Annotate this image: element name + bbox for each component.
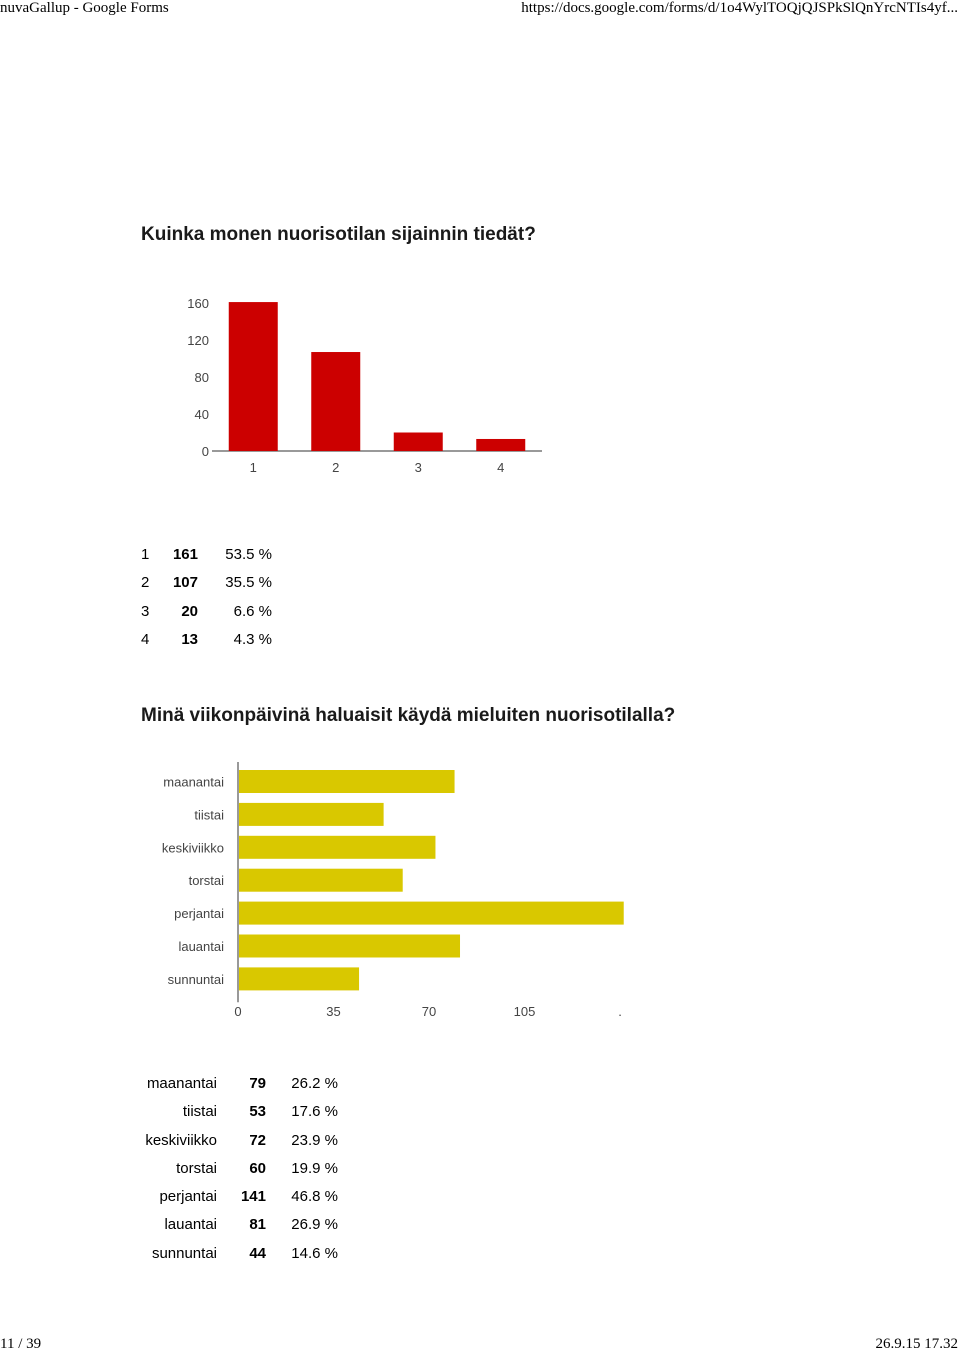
table-row (141, 626, 272, 654)
cell-percent: 17.6 % (291, 1103, 338, 1121)
y-category-label: maanantai (163, 774, 224, 790)
y-category-label: keskiviikko (161, 840, 224, 856)
x-tick-label: 1 (249, 460, 257, 475)
cell-percent: 26.9 % (291, 1216, 338, 1234)
cell-count: 13 (181, 630, 198, 648)
cell-label: tiistai (182, 1103, 217, 1121)
bar-1 (229, 302, 278, 451)
y-tick-label: 120 (187, 333, 209, 348)
cell-label: 3 (141, 602, 150, 620)
cell-count: 79 (249, 1075, 266, 1092)
cell-label: lauantai (164, 1216, 217, 1234)
question-1-title: Kuinka monen nuorisotilan sijainnin tiedät? (141, 224, 536, 245)
cell-percent: 26.2 % (291, 1075, 338, 1092)
cell-percent: 4.3 % (233, 630, 272, 648)
cell-count: 81 (249, 1216, 266, 1234)
cell-label: perjantai (159, 1188, 217, 1206)
bar-3 (394, 433, 443, 452)
cell-percent: 23.9 % (291, 1131, 338, 1149)
x-tick-label: 0 (234, 1004, 242, 1019)
cell-count: 53 (249, 1103, 266, 1121)
print-datetime: 26.9.15 17.32 (875, 1336, 958, 1352)
y-tick-label: 0 (201, 444, 209, 459)
table-row (141, 1070, 338, 1098)
page-header-url: https://docs.google.com/forms/d/1o4WylTOQjQJSPkSlQnYrcNTIs4yf... (521, 0, 958, 16)
x-tick-label: 3 (414, 460, 422, 475)
table-row (141, 1155, 338, 1183)
cell-percent: 6.6 % (233, 602, 272, 620)
question-1-summary-table (141, 541, 272, 654)
table-row (141, 1211, 338, 1239)
cell-percent: 35.5 % (225, 574, 272, 592)
table-row (141, 1098, 338, 1126)
question-2-summary-table (141, 1070, 338, 1268)
bar-2 (311, 352, 360, 451)
x-tick-label: . (618, 1004, 622, 1019)
bar-keskiviikko (239, 836, 435, 859)
table-row (141, 598, 272, 626)
bar-sunnuntai (239, 967, 359, 990)
cell-percent: 53.5 % (225, 546, 272, 563)
x-tick-label: 35 (326, 1004, 341, 1019)
x-tick-label: 70 (421, 1004, 437, 1019)
bar-lauantai (239, 935, 460, 958)
table-row (141, 1127, 338, 1155)
cell-label: sunnuntai (151, 1244, 217, 1262)
question-2-bar-chart (0, 762, 960, 1022)
page-number: 11 / 39 (0, 1336, 42, 1352)
cell-count: 44 (249, 1244, 266, 1262)
y-category-label: sunnuntai (167, 971, 224, 987)
cell-label: 1 (141, 546, 150, 563)
cell-count: 141 (240, 1188, 266, 1206)
cell-percent: 19.9 % (291, 1159, 338, 1177)
table-row (141, 541, 272, 569)
cell-percent: 46.8 % (291, 1188, 338, 1206)
cell-count: 161 (172, 546, 198, 563)
table-row (141, 1183, 338, 1211)
y-category-label: torstai (188, 873, 224, 889)
bar-maanantai (239, 770, 455, 793)
table-row (141, 1240, 338, 1268)
x-tick-label: 105 (513, 1004, 536, 1019)
cell-count: 72 (249, 1131, 266, 1149)
bar-torstai (239, 869, 403, 892)
y-tick-label: 40 (194, 407, 209, 422)
cell-count: 107 (172, 574, 198, 592)
x-tick-label: 2 (332, 460, 340, 475)
y-category-label: lauantai (178, 939, 224, 954)
cell-count: 20 (181, 602, 198, 620)
cell-label: 4 (141, 630, 150, 648)
y-tick-label: 160 (187, 296, 209, 311)
question-1-bar-chart (0, 290, 960, 490)
cell-label: maanantai (146, 1075, 217, 1092)
x-tick-label: 4 (497, 460, 505, 475)
question-2-title: Minä viikonpäivinä haluaisit käydä mieluiten nuorisotilalla? (141, 705, 676, 726)
cell-label: keskiviikko (145, 1131, 217, 1149)
bar-4 (476, 439, 525, 451)
y-category-label: tiistai (194, 807, 224, 823)
page-header-title: nuvaGallup - Google Forms (0, 0, 169, 16)
table-row (141, 569, 272, 597)
cell-label: torstai (176, 1159, 217, 1177)
cell-count: 60 (249, 1159, 266, 1177)
bar-perjantai (239, 902, 624, 925)
y-tick-label: 80 (194, 370, 209, 385)
cell-label: 2 (141, 574, 150, 592)
y-category-label: perjantai (174, 906, 224, 922)
cell-percent: 14.6 % (291, 1244, 338, 1262)
bar-tiistai (239, 803, 384, 826)
